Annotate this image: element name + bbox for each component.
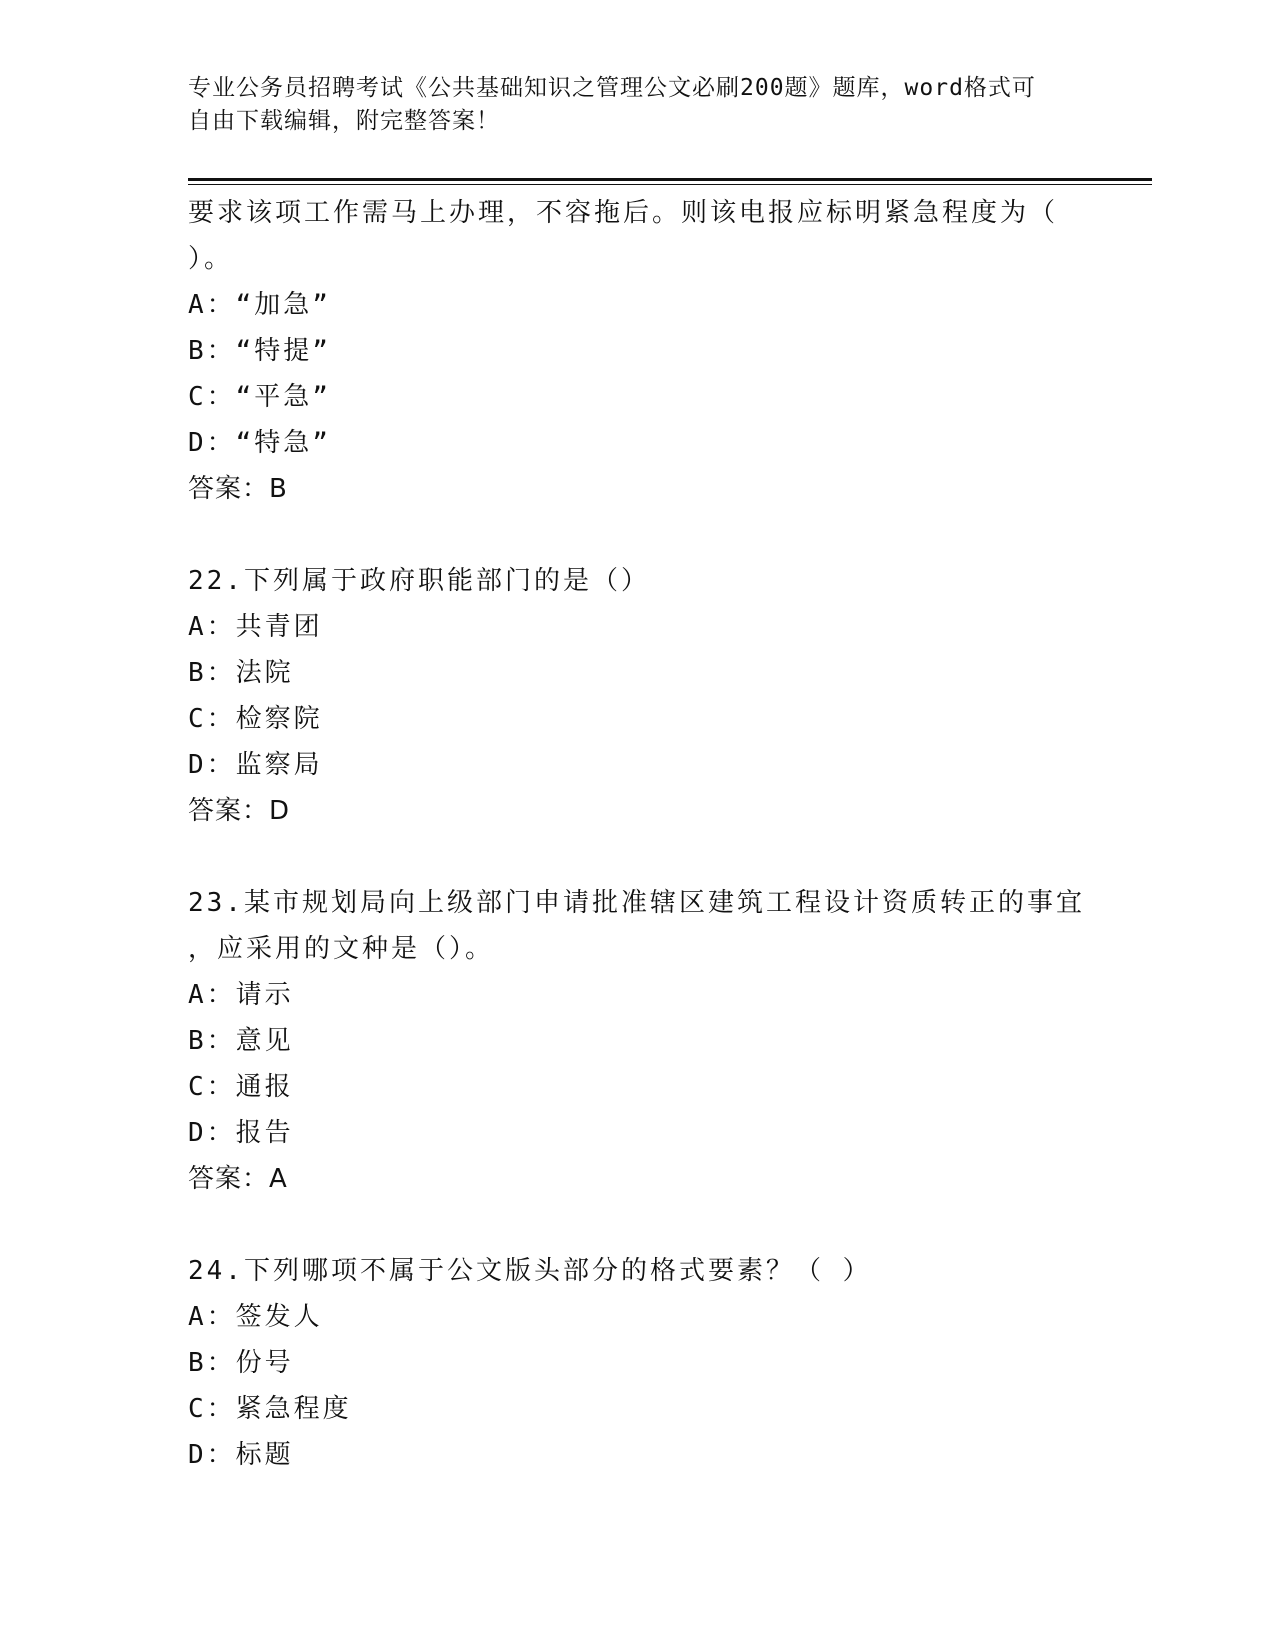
option-c: C：紧急程度 (188, 1394, 352, 1424)
question-stem: ，应采用的文种是（）。 (188, 934, 495, 964)
question-21 (188, 190, 1088, 512)
question-list (188, 190, 1088, 1478)
option-d: D：标题 (188, 1440, 294, 1470)
option-c: C：“平急” (188, 382, 331, 412)
option-b: B：“特提” (188, 336, 331, 366)
answer: 答案：B (188, 474, 288, 504)
option-a: A：签发人 (188, 1302, 323, 1332)
spacer (188, 1202, 1088, 1248)
spacer (188, 512, 1088, 558)
header-rule-thin (188, 184, 1152, 185)
question-stem: 23.某市规划局向上级部门申请批准辖区建筑工程设计资质转正的事宜 (188, 888, 1085, 918)
header-line-1: 专业公务员招聘考试《公共基础知识之管理公文必刷200题》题库，word格式可 (188, 75, 1036, 101)
option-c: C：检察院 (188, 704, 323, 734)
question-24 (188, 1248, 1088, 1478)
question-stem: ）。 (188, 244, 234, 274)
question-stem: 22.下列属于政府职能部门的是（） (188, 566, 650, 596)
option-a: A：共青团 (188, 612, 323, 642)
question-22 (188, 558, 1088, 834)
question-stem: 要求该项工作需马上办理，不容拖后。则该电报应标明紧急程度为（ (188, 198, 1059, 228)
option-d: D：监察局 (188, 750, 323, 780)
question-23 (188, 880, 1088, 1202)
option-c: C：通报 (188, 1072, 294, 1102)
header-line-2: 自由下载编辑，附完整答案！ (188, 108, 500, 134)
document-header (188, 72, 1088, 138)
option-b: B：法院 (188, 658, 294, 688)
option-a: A：“加急” (188, 290, 331, 320)
option-b: B：份号 (188, 1348, 294, 1378)
question-stem: 24.下列哪项不属于公文版头部分的格式要素？（ ） (188, 1256, 872, 1286)
answer: 答案：D (188, 796, 291, 826)
option-d: D：“特急” (188, 428, 331, 458)
answer: 答案：A (188, 1164, 288, 1194)
header-rule-thick (188, 178, 1152, 181)
option-d: D：报告 (188, 1118, 294, 1148)
option-b: B：意见 (188, 1026, 294, 1056)
option-a: A：请示 (188, 980, 294, 1010)
spacer (188, 834, 1088, 880)
